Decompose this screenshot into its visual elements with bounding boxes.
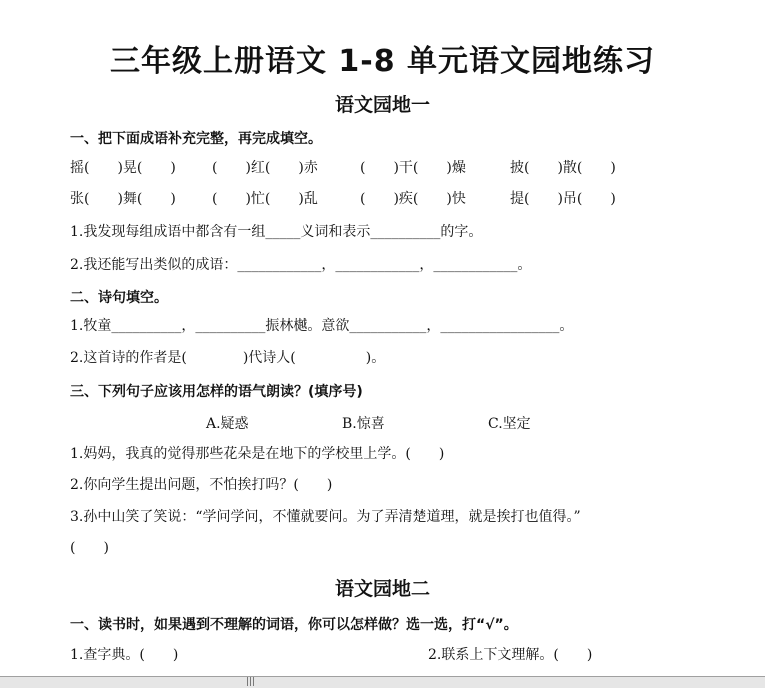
idiom-cell: 提( )吊( ) [510, 191, 616, 207]
sentence-line: 3.孙中山笑了笑说：“学问学问，不懂就要问。为了弄清楚道理，就是挨打也值得。” [70, 509, 581, 525]
idiom-cell: 摇( )晃( ) [70, 160, 176, 176]
tone-option: A.疑惑 [206, 416, 249, 432]
sentence-line: 1.妈妈，我真的觉得那些花朵是在地下的学校里上学。( ) [70, 446, 445, 462]
section-title-1: 语文园地一 [334, 94, 430, 116]
idiom-cell: ( )疾( )快 [360, 191, 466, 207]
horizontal-scrollbar[interactable] [0, 676, 765, 688]
idiom-cell: ( )红( )赤 [212, 160, 318, 176]
question-heading-2: 二、诗句填空。 [70, 290, 168, 306]
section-title-2: 语文园地二 [334, 578, 430, 600]
fill-line: 1.牧童__________，__________振林樾。意欲___________，_________________。 [70, 318, 574, 334]
question-heading-4: 一、读书时，如果遇到不理解的词语，你可以怎样做？选一选，打“√”。 [70, 617, 518, 633]
fill-line: 1.我发现每组成语中都含有一组_____义词和表示__________的字。 [70, 224, 483, 240]
idiom-cell: 张( )舞( ) [70, 191, 176, 207]
question-heading-3: 三、下列句子应该用怎样的语气朗读？(填序号) [70, 384, 363, 400]
idiom-cell: ( )忙( )乱 [212, 191, 318, 207]
tone-option: B.惊喜 [342, 416, 385, 432]
idiom-cell: ( )干( )燥 [360, 160, 466, 176]
choice-line: 1.查字典。( ) [70, 647, 179, 663]
sentence-line: 2.你向学生提出问题，不怕挨打吗？( ) [70, 477, 333, 493]
scrollbar-thumb-grip-icon[interactable]: ||| [246, 677, 256, 687]
sentence-line: ( ) [70, 540, 109, 556]
fill-line: 2.我还能写出类似的成语：____________，____________，____________。 [70, 257, 532, 273]
question-heading-1: 一、把下面成语补充完整，再完成填空。 [70, 131, 322, 147]
fill-line: 2.这首诗的作者是( )代诗人( )。 [70, 350, 386, 366]
tone-option: C.坚定 [488, 416, 531, 432]
idiom-cell: 披( )散( ) [510, 160, 616, 176]
choice-line: 2.联系上下文理解。( ) [428, 647, 593, 663]
document-title: 三年级上册语文 1-8 单元语文园地练习 [109, 44, 656, 79]
